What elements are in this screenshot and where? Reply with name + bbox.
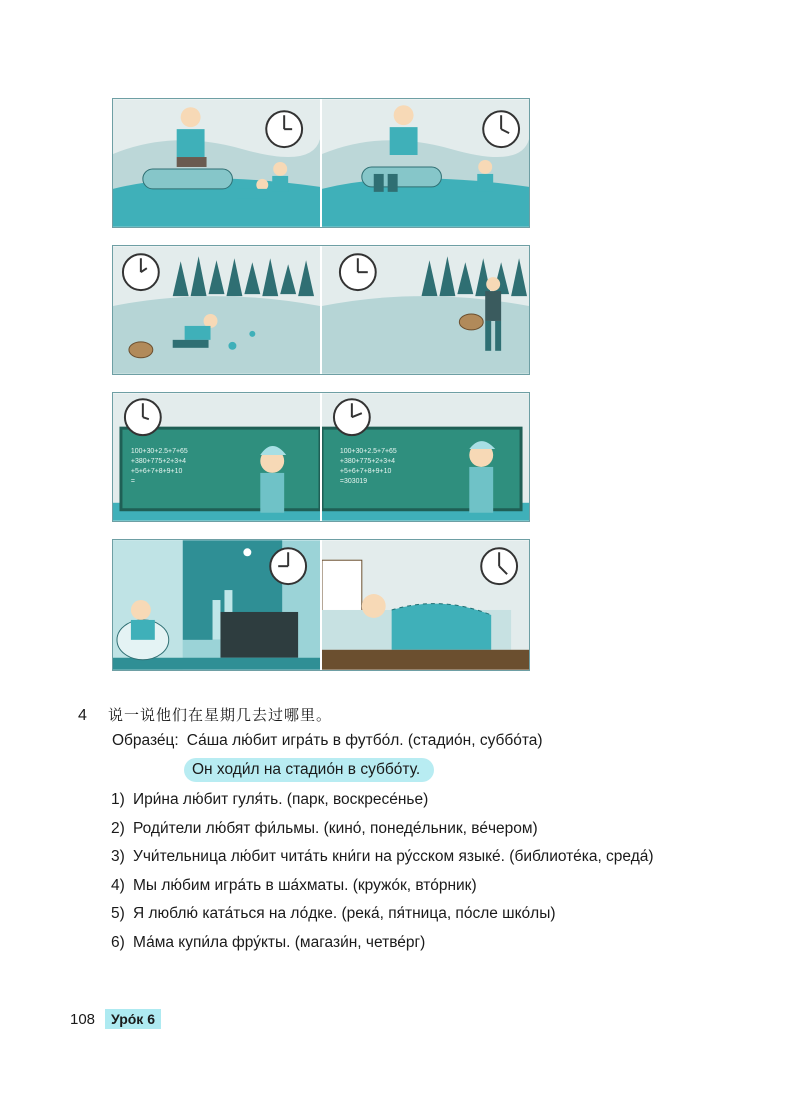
park-scene-before [113,99,320,227]
exercise-items [111,791,728,962]
illustration-row-2 [112,245,530,375]
board-line-4: =303019 [339,477,368,485]
exercise-header [78,704,728,725]
board-line-1: 100+30+2.5+7+65 [130,448,188,456]
panel-1-right [320,99,529,227]
sample-label: Образе́ц: [112,732,179,749]
exercise-number: 4 [78,707,87,724]
panel-2-left [113,246,320,374]
lesson-label: Уро́к 6 [105,1009,161,1029]
panel-4-right [320,540,529,670]
board-line-1: 100+30+2.5+7+65 [339,448,397,456]
sleep-scene [322,540,529,670]
board-line-3: +5+6+7+8+9+10 [339,467,392,475]
exercise-item: 5) Я люблю́ ката́ться на ло́дке. (река́, пя́тница, по́сле шко́лы) [111,905,556,922]
forest-scene-after [322,246,529,374]
page-number: 108 [70,1010,96,1028]
park-scene-after [322,99,529,227]
exercise-item: 4) Мы лю́бим игра́ть в ша́хматы. (кружо́к, вто́рник) [111,876,477,894]
exercise-item: 6) Ма́ма купи́ла фру́кты. (магази́н, четве́рг) [111,933,426,951]
exercise-item: 3) Учи́тельница лю́бит чита́ть кни́ги на ру́сском языке́. (библиоте́ка, среда́) [111,848,654,865]
sample-line [112,732,728,750]
exercise-item: 1) Ири́на лю́бит гуля́ть. (парк, воскресе́нье) [111,791,429,808]
blackboard-scene-after [322,393,529,521]
exercise-4 [78,704,728,962]
panel-2-right [320,246,529,374]
panel-3-left [113,393,320,521]
illustration-row-3 [112,392,530,522]
panel-1-left [113,99,320,227]
illustration-row-4 [112,539,530,671]
board-line-2: +380+775+2+3+4 [130,457,187,465]
board-line-4: = [130,477,135,485]
tv-scene [113,540,320,670]
panel-4-left [113,540,320,670]
sample-text: Са́ша лю́бит игра́ть в футбо́л. (стадио́н, суббо́та) [186,732,543,749]
sample-answer: Он ходи́л на стадио́н в суббо́ту. [184,758,434,782]
exercise-item: 2) Роди́тели лю́бят фи́льмы. (кино́, понеде́льник, ве́чером) [111,819,538,837]
forest-scene-before [113,246,320,374]
board-line-3: +5+6+7+8+9+10 [130,467,183,475]
blackboard-scene-before [113,393,320,521]
page-footer [70,1009,161,1029]
illustration-row-1 [112,98,530,228]
board-line-2: +380+775+2+3+4 [339,457,396,465]
panel-3-right [320,393,529,521]
exercise-title: 说一说他们在星期几去过哪里。 [108,706,333,724]
illustration-grid [112,98,530,671]
